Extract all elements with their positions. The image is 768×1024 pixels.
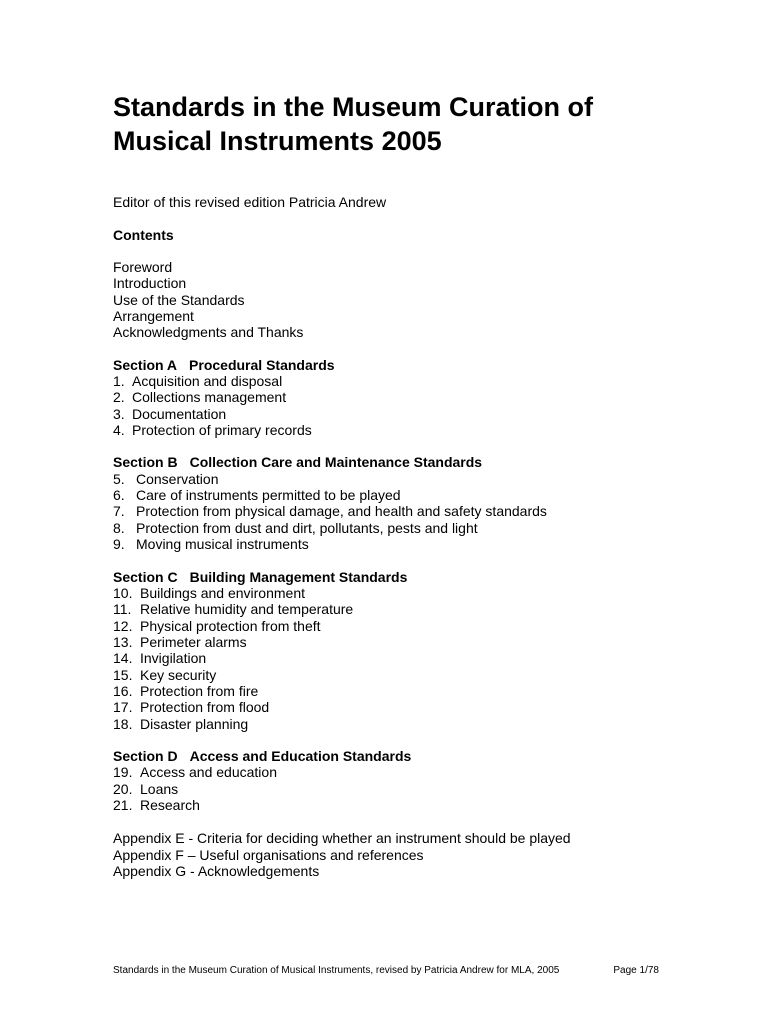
item-text: Collections management xyxy=(132,389,287,406)
item-text: Documentation xyxy=(132,405,227,422)
appendix-item: Appendix E - Criteria for deciding whether an instrument should be played xyxy=(113,830,571,847)
prelim-item: Foreword xyxy=(113,259,173,275)
item-text: Acquisition and disposal xyxy=(132,373,283,390)
item-text: Disaster planning xyxy=(140,715,249,732)
document-page xyxy=(113,90,673,879)
item-text: Protection from fire xyxy=(140,682,259,699)
section-title: Access and Education Standards xyxy=(189,747,412,764)
section-heading xyxy=(113,569,673,585)
section-item xyxy=(113,585,673,601)
page-number: Page 1/78 xyxy=(613,965,659,976)
item-number: 10. xyxy=(113,584,133,601)
section-heading xyxy=(113,748,673,764)
item-number: 3. xyxy=(113,405,125,422)
item-number: 14. xyxy=(113,650,133,667)
item-text: Protection from dust and dirt, pollutants, pests and light xyxy=(136,519,478,536)
section-label: Section D xyxy=(113,747,178,764)
section-item xyxy=(113,422,673,438)
item-number: 8. xyxy=(113,519,125,536)
section-item xyxy=(113,373,673,389)
prelim-item: Acknowledgments and Thanks xyxy=(113,324,304,341)
section-item xyxy=(113,667,673,683)
section-item xyxy=(113,520,673,536)
section-title: Building Management Standards xyxy=(189,568,408,585)
item-number: 1. xyxy=(113,373,125,390)
item-text: Conservation xyxy=(136,470,219,487)
item-text: Protection of primary records xyxy=(132,422,312,439)
item-text: Access and education xyxy=(140,764,277,781)
document-title-line-2: Musical Instruments 2005 xyxy=(113,126,442,156)
section-a xyxy=(113,357,673,439)
item-text: Moving musical instruments xyxy=(136,536,309,553)
item-text: Care of instruments permitted to be played xyxy=(136,487,401,504)
section-title: Collection Care and Maintenance Standards xyxy=(189,454,483,471)
section-item xyxy=(113,618,673,634)
section-item xyxy=(113,389,673,405)
section-item xyxy=(113,487,673,503)
section-item xyxy=(113,650,673,666)
section-item xyxy=(113,699,673,715)
item-number: 12. xyxy=(113,617,133,634)
section-label: Section B xyxy=(113,454,178,471)
item-number: 13. xyxy=(113,633,133,650)
section-item xyxy=(113,764,673,780)
section-item xyxy=(113,406,673,422)
section-label: Section C xyxy=(113,568,178,585)
section-c xyxy=(113,569,673,732)
section-item xyxy=(113,471,673,487)
page-footer xyxy=(113,965,659,977)
appendix-item: Appendix F – Useful organisations and references xyxy=(113,846,424,863)
section-item xyxy=(113,797,673,813)
item-number: 2. xyxy=(113,389,125,406)
editor-credit: Editor of this revised edition Patricia Andrew xyxy=(113,194,387,210)
item-number: 11. xyxy=(113,601,132,618)
item-number: 15. xyxy=(113,666,133,683)
prelim-item: Introduction xyxy=(113,275,187,292)
document-title xyxy=(113,90,673,158)
item-text: Physical protection from theft xyxy=(140,617,321,634)
item-text: Research xyxy=(140,796,200,813)
item-text: Relative humidity and temperature xyxy=(140,601,354,618)
footer-text: Standards in the Museum Curation of Musical Instruments, revised by Patricia Andrew for MLA, 2005 xyxy=(113,965,560,976)
item-number: 9. xyxy=(113,536,125,553)
document-title-line-1: Standards in the Museum Curation of xyxy=(113,92,594,122)
item-text: Protection from flood xyxy=(140,699,270,716)
section-b xyxy=(113,454,673,552)
item-number: 16. xyxy=(113,682,133,699)
section-item xyxy=(113,601,673,617)
section-item xyxy=(113,683,673,699)
item-number: 5. xyxy=(113,470,125,487)
item-text: Perimeter alarms xyxy=(140,633,247,650)
item-text: Loans xyxy=(140,780,179,797)
item-number: 7. xyxy=(113,503,125,520)
section-title: Procedural Standards xyxy=(189,356,335,373)
item-number: 6. xyxy=(113,487,125,504)
section-item xyxy=(113,781,673,797)
item-number: 17. xyxy=(113,699,133,716)
item-number: 18. xyxy=(113,715,133,732)
section-item xyxy=(113,503,673,519)
prelim-list xyxy=(113,259,673,341)
item-text: Invigilation xyxy=(140,650,207,667)
item-text: Buildings and environment xyxy=(140,584,305,601)
appendix-item: Appendix G - Acknowledgements xyxy=(113,863,320,879)
item-number: 20. xyxy=(113,780,133,797)
item-text: Protection from physical damage, and health and safety standards xyxy=(136,503,547,520)
section-label: Section A xyxy=(113,356,178,373)
section-heading xyxy=(113,357,673,373)
item-number: 21. xyxy=(113,796,133,813)
section-item xyxy=(113,716,673,732)
prelim-item: Use of the Standards xyxy=(113,291,245,308)
section-heading xyxy=(113,454,673,470)
item-text: Key security xyxy=(140,666,217,683)
section-d xyxy=(113,748,673,813)
item-number: 19. xyxy=(113,764,133,781)
prelim-item: Arrangement xyxy=(113,308,194,325)
appendix-list xyxy=(113,830,673,879)
section-item xyxy=(113,634,673,650)
contents-heading: Contents xyxy=(113,227,174,243)
section-item xyxy=(113,536,673,552)
item-number: 4. xyxy=(113,422,125,439)
